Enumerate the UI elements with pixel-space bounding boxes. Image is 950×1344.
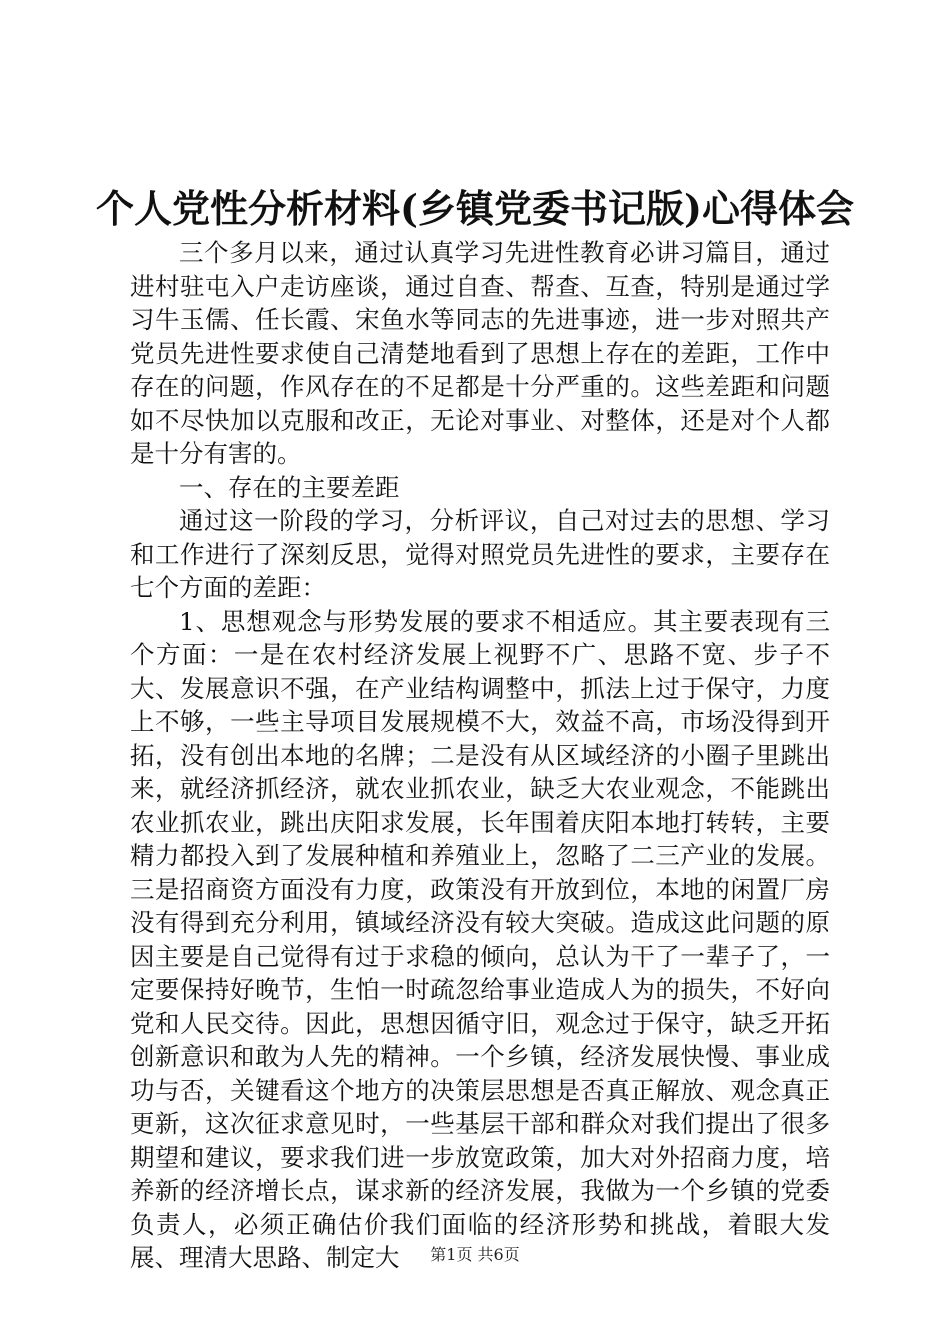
section-heading: 一、存在的主要差距	[179, 472, 400, 502]
document-title: 个人党性分析材料(乡镇党委书记版)心得体会	[96, 186, 854, 231]
page-footer: 第1页 共6页	[430, 1245, 520, 1264]
point-1-paragraph: 1、思想观念与形势发展的要求不相适应。其主要表现有三个方面：一是在农村经济发展上视野不广、思路不宽、步子不大、发展意识不强，在产业结构调整中，抓法上过于保守，力度上不够，一些主导项目发展规模不大，效益不高，市场没得到开拓，没有创出本地的名牌；二是没有从区域经济的小圈子里跳出来，就经济抓经济，就农业抓农业，缺乏大农业观念，不能跳出农业抓农业，跳出庆阳求发展，长年围着庆阳本地打转转，主要精力都投入到了发展种植和养殖业上，忽略了二三产业的发展。三是招商资方面没有力度，政策没有开放到位，本地的闲置厂房没有得到充分利用，镇域经济没有较大突破。造成这此问题的原因主要是自己觉得有过于求稳的倾向，总认为干了一辈子了，一定要保持好晚节，生怕一时疏忽给事业造成人为的损失，不好向党和人民交待。因此，思想因循守旧，观念过于保守，缺乏开拓创新意识和敢为人先的精神。一个乡镇，经济发展快慢、事业成功与否，关键看这个地方的决策层思想是否真正解放、观念真正更新，这次征求意见时，一些基层干部和群众对我们提出了很多期望和建议，要求我们进一步放宽政策，加大对外招商力度，培养新的经济增长点，谋求新的经济发展，我做为一个乡镇的党委负责人，必须正确估价我们面临的经济形势和挑战，着眼大发展、理清大思路、制定大	[130, 606, 830, 1272]
document-body	[130, 236, 830, 1275]
section-intro-paragraph: 通过这一阶段的学习，分析评议，自己对过去的思想、学习和工作进行了深刻反思，觉得对照党员先进性的要求，主要存在七个方面的差距：	[130, 506, 830, 602]
intro-paragraph: 三个多月以来，通过认真学习先进性教育必讲习篇目，通过进村驻屯入户走访座谈，通过自查、帮查、互查，特别是通过学习牛玉儒、任长霞、宋鱼水等同志的先进事迹，进一步对照共产党员先进性要求使自己清楚地看到了思想上存在的差距，工作中存在的问题，作风存在的不足都是十分严重的。这些差距和问题如不尽快加以克服和改正，无论对事业、对整体，还是对个人都是十分有害的。	[130, 238, 830, 468]
